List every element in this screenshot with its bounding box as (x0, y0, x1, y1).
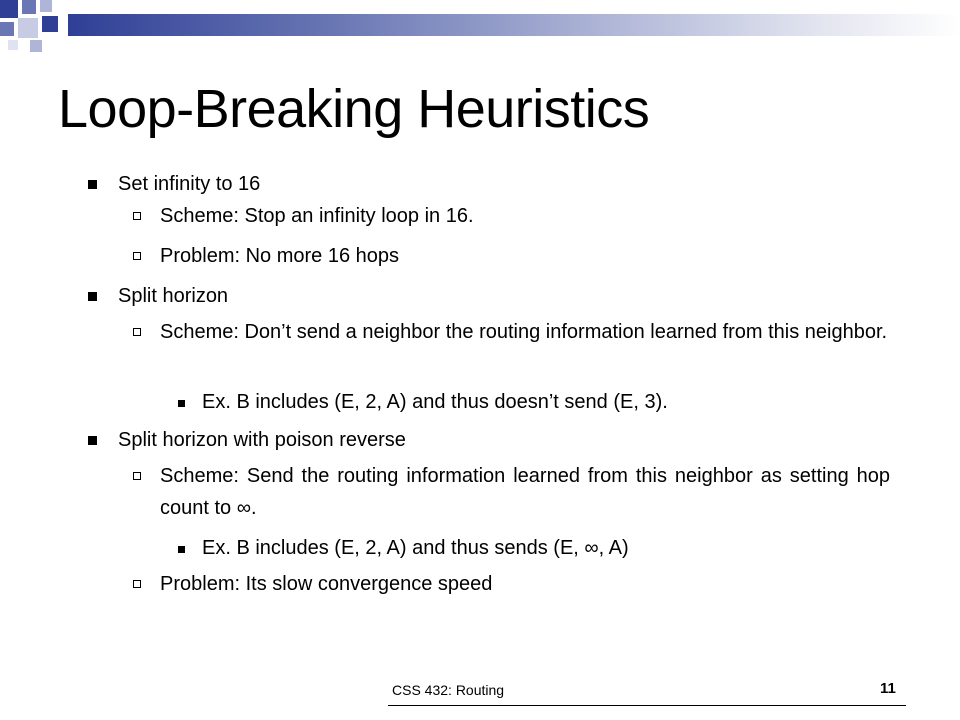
footer-divider (388, 705, 906, 706)
sub-bullet-item: Scheme: Don’t send a neighbor the routing information learned from this neighbor. (160, 321, 888, 343)
sub-bullet-item: Problem: No more 16 hops (160, 245, 400, 267)
sub-bullet-marker (133, 252, 141, 260)
sub-sub-bullet-item: Ex. B includes (E, 2, A) and thus doesn’t send (E, 3). (202, 391, 668, 413)
sub-bullet-item: Scheme: Send the routing information learned from this neighbor as setting hop count to ∞. (160, 465, 890, 519)
bullet-item: Split horizon with poison reverse (118, 429, 406, 451)
bullet-marker (88, 436, 97, 445)
sub-bullet-marker (133, 472, 141, 480)
sub-sub-bullet-item: Ex. B includes (E, 2, A) and thus sends (E, ∞, A) (202, 537, 629, 559)
sub-bullet-marker (133, 328, 141, 336)
slide-title: Loop-Breaking Heuristics (58, 79, 650, 139)
bullet-marker (88, 292, 97, 301)
sub-bullet-item: Scheme: Stop an infinity loop in 16. (160, 205, 474, 227)
bullet-marker (88, 180, 97, 189)
sub-bullet-item: Problem: Its slow convergence speed (160, 573, 493, 595)
sub-bullet-marker (133, 580, 141, 588)
bullet-item: Split horizon (118, 285, 229, 307)
page-number: 11 (880, 680, 896, 697)
sub-bullet-marker (133, 212, 141, 220)
bullet-item: Set infinity to 16 (118, 173, 261, 195)
footer-course-label: CSS 432: Routing (392, 682, 505, 698)
sub-sub-bullet-marker (178, 400, 185, 407)
sub-sub-bullet-marker (178, 546, 185, 553)
